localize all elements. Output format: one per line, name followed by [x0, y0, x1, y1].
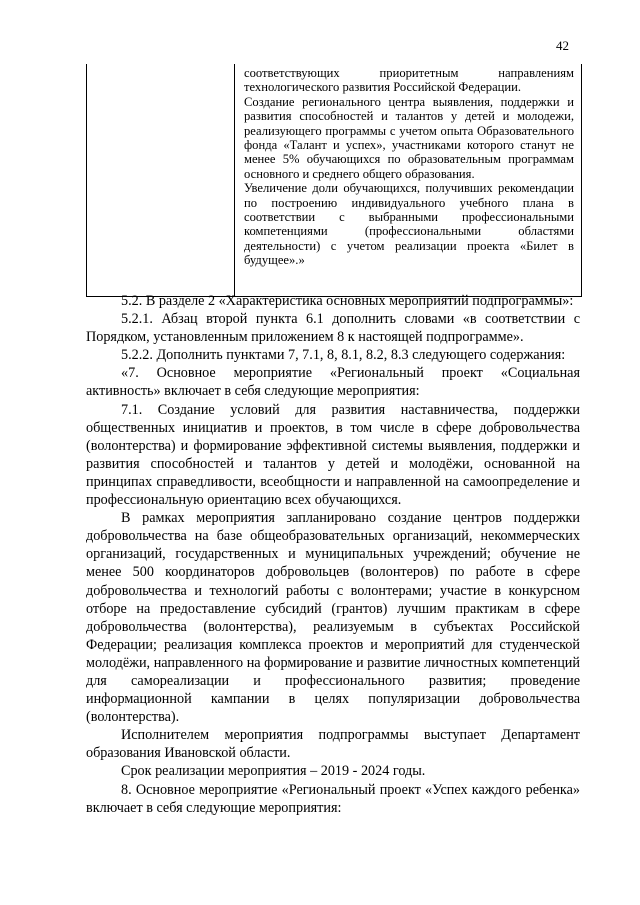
- body-paragraph: «7. Основное мероприятие «Региональный проект «Социальная активность» включает в себя следующие мероприятия:: [86, 365, 580, 400]
- body-paragraph: 5.2.2. Дополнить пунктами 7, 7.1, 8, 8.1, 8.2, 8.3 следующего содержания:: [121, 347, 566, 364]
- table-cell-paragraph: Увеличение доли обучающихся, получивших рекомендации по построению индивидуального учебного плана в соответствии с выбранными профессиональными компетенциями (профессиональными областями деятельности) с учетом реализации проекта «Билет в будущее».»: [244, 181, 574, 268]
- body-paragraph: Исполнителем мероприятия подпрограммы выступает Департамент образования Ивановской области.: [86, 727, 580, 762]
- body-paragraph: 5.2.1. Абзац второй пункта 6.1 дополнить словами «в соответствии с Порядком, установленным приложением 8 к настоящей подпрограмме».: [86, 311, 580, 346]
- table-continuation: [86, 64, 582, 297]
- table-cell-paragraph: соответствующих приоритетным направлениям технологического развития Российской Федерации.: [244, 66, 574, 95]
- body-paragraph: Срок реализации мероприятия – 2019 - 2024 годы.: [121, 763, 426, 780]
- table-right-cell: [244, 66, 574, 268]
- body-paragraph: 8. Основное мероприятие «Региональный проект «Успех каждого ребенка» включает в себя следующие мероприятия:: [86, 781, 580, 816]
- table-column-divider: [234, 64, 235, 296]
- table-cell-paragraph: Создание регионального центра выявления, поддержки и развития способностей и талантов у детей и молодежи, реализующего программы с учетом опыта Образовательного фонда «Талант и успех», участниками которого станут не менее 5% обучающихся по образовательным программам основного и среднего общего образования.: [244, 94, 574, 181]
- page-number: 42: [556, 38, 569, 53]
- body-paragraph: В рамках мероприятия запланировано создание центров поддержки добровольчества на базе общеобразовательных организаций, некоммерческих организаций, государственных и муниципальных учреждений; обучение не менее 500 координаторов добровольцев (волонтеров) по работе в сфере добровольчества и технологий работы с волонтерами; участие в конкурсном отборе на предоставление субсидий (грантов) лучшим практикам в сфере добровольчества (волонтерства), реализуемым в субъектах Российской Федерации; реализация комплекса проектов и мероприятий для студенческой молодёжи, направленного на формирование и развитие личностных компетенций для самореализации и профессионального развития; проведение информационной кампании в целях популяризации добровольчества (волонтерства).: [86, 510, 580, 726]
- body-paragraph: 5.2. В разделе 2 «Характеристика основных мероприятий подпрограммы»:: [121, 293, 574, 309]
- document-body: [86, 292, 580, 817]
- body-paragraph: 7.1. Создание условий для развития наставничества, поддержки общественных инициатив и проектов, в том числе в сфере добровольчества (волонтерства) и формирование эффективной системы выявления, поддержки и развития способностей и талантов у детей и молодёжи, основанной на принципах справедливости, всеобщности и направленной на самоопределение и профессиональную ориентацию всех обучающихся.: [86, 401, 580, 509]
